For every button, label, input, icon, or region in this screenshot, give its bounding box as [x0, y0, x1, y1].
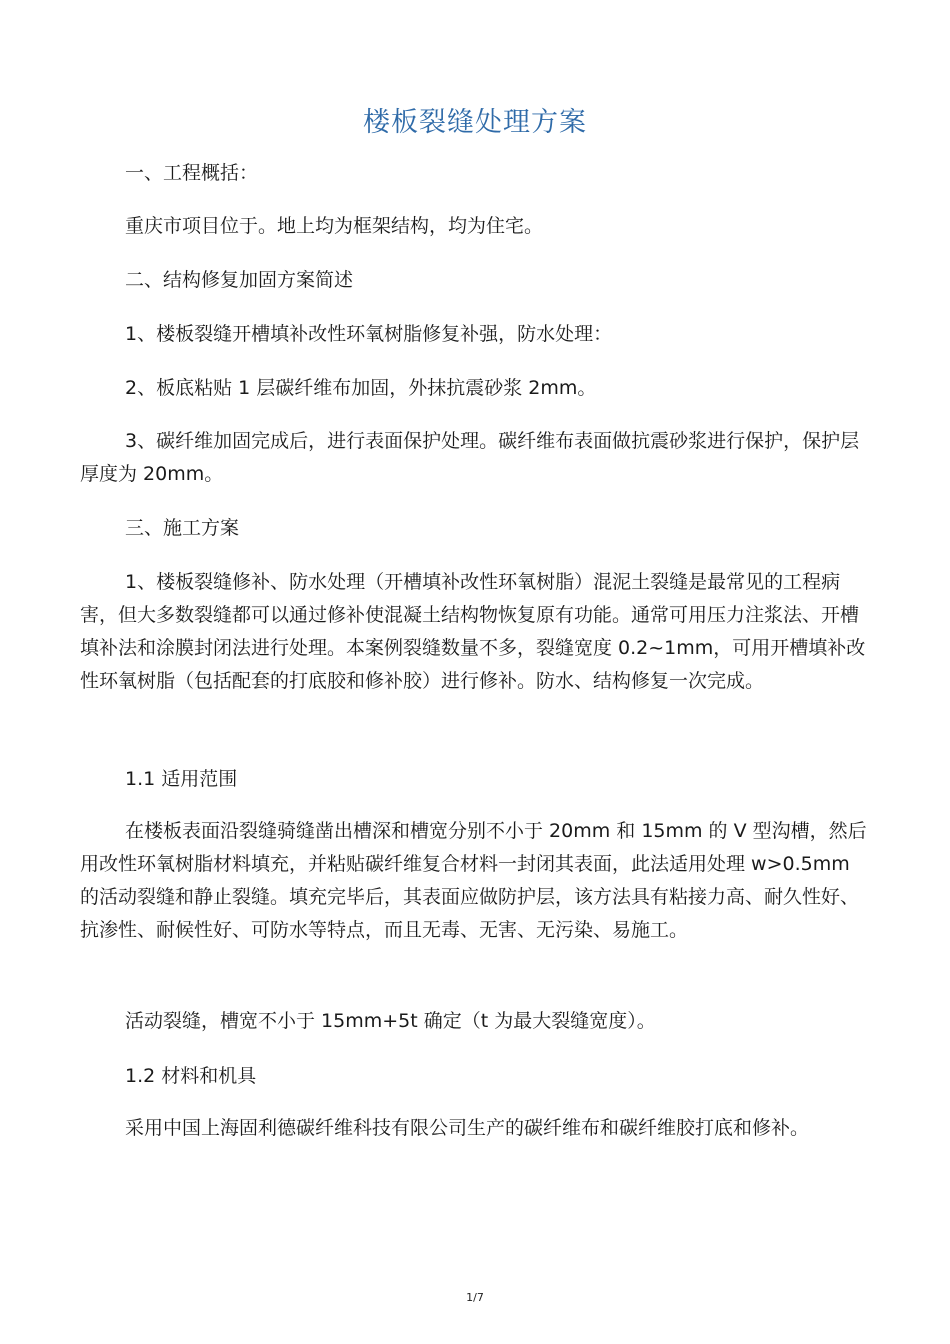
paragraph: 2、板底粘贴 1 层碳纤维布加固，外抹抗震砂浆 2mm。: [125, 377, 597, 399]
subsection-heading: 1.1 适用范围: [125, 768, 238, 790]
paragraph: 1、楼板裂缝开槽填补改性环氧树脂修复补强，防水处理：: [125, 323, 613, 345]
paragraph: 3、碳纤维加固完成后，进行表面保护处理。碳纤维布表面做抗震砂浆进行保护，保护层厚度为 20mm。: [80, 430, 860, 485]
paragraph: 重庆市项目位于。地上均为框架结构，均为住宅。: [125, 215, 544, 237]
page-number: 1/7: [466, 1291, 484, 1304]
paragraph: 采用中国上海固利德碳纤维科技有限公司生产的碳纤维布和碳纤维胶打底和修补。: [125, 1117, 810, 1139]
section-heading-3: 三、施工方案: [125, 517, 240, 539]
paragraph: 在楼板表面沿裂缝骑缝凿出槽深和槽宽分别不小于 20mm 和 15mm 的 V 型沟槽，然后用改性环氧树脂材料填充，并粘贴碳纤维复合材料一封闭其表面，此法适用处理 w>0.5mm 的活动裂缝和静止裂缝。填充完毕后，其表面应做防护层，该方法具有粘接力高、耐久性好、抗渗性、耐候性好、可防水等特点，而且无毒、无害、无污染、易施工。: [80, 820, 867, 941]
section-heading-2: 二、结构修复加固方案简述: [125, 269, 354, 291]
paragraph: 1、楼板裂缝修补、防水处理（开槽填补改性环氧树脂）混泥土裂缝是最常见的工程病害，但大多数裂缝都可以通过修补使混凝土结构物恢复原有功能。通常可用压力注浆法、开槽填补法和涂膜封闭法进行处理。本案例裂缝数量不多，裂缝宽度 0.2~1mm，可用开槽填补改性环氧树脂（包括配套的打底胶和修补胶）进行修补。防水、结构修复一次完成。: [80, 571, 866, 692]
paragraph: 活动裂缝，槽宽不小于 15mm+5t 确定（t 为最大裂缝宽度）。: [125, 1010, 656, 1032]
subsection-heading: 1.2 材料和机具: [125, 1065, 257, 1087]
document-title: 楼板裂缝处理方案: [363, 107, 587, 138]
section-heading-1: 一、工程概括：: [125, 162, 259, 184]
